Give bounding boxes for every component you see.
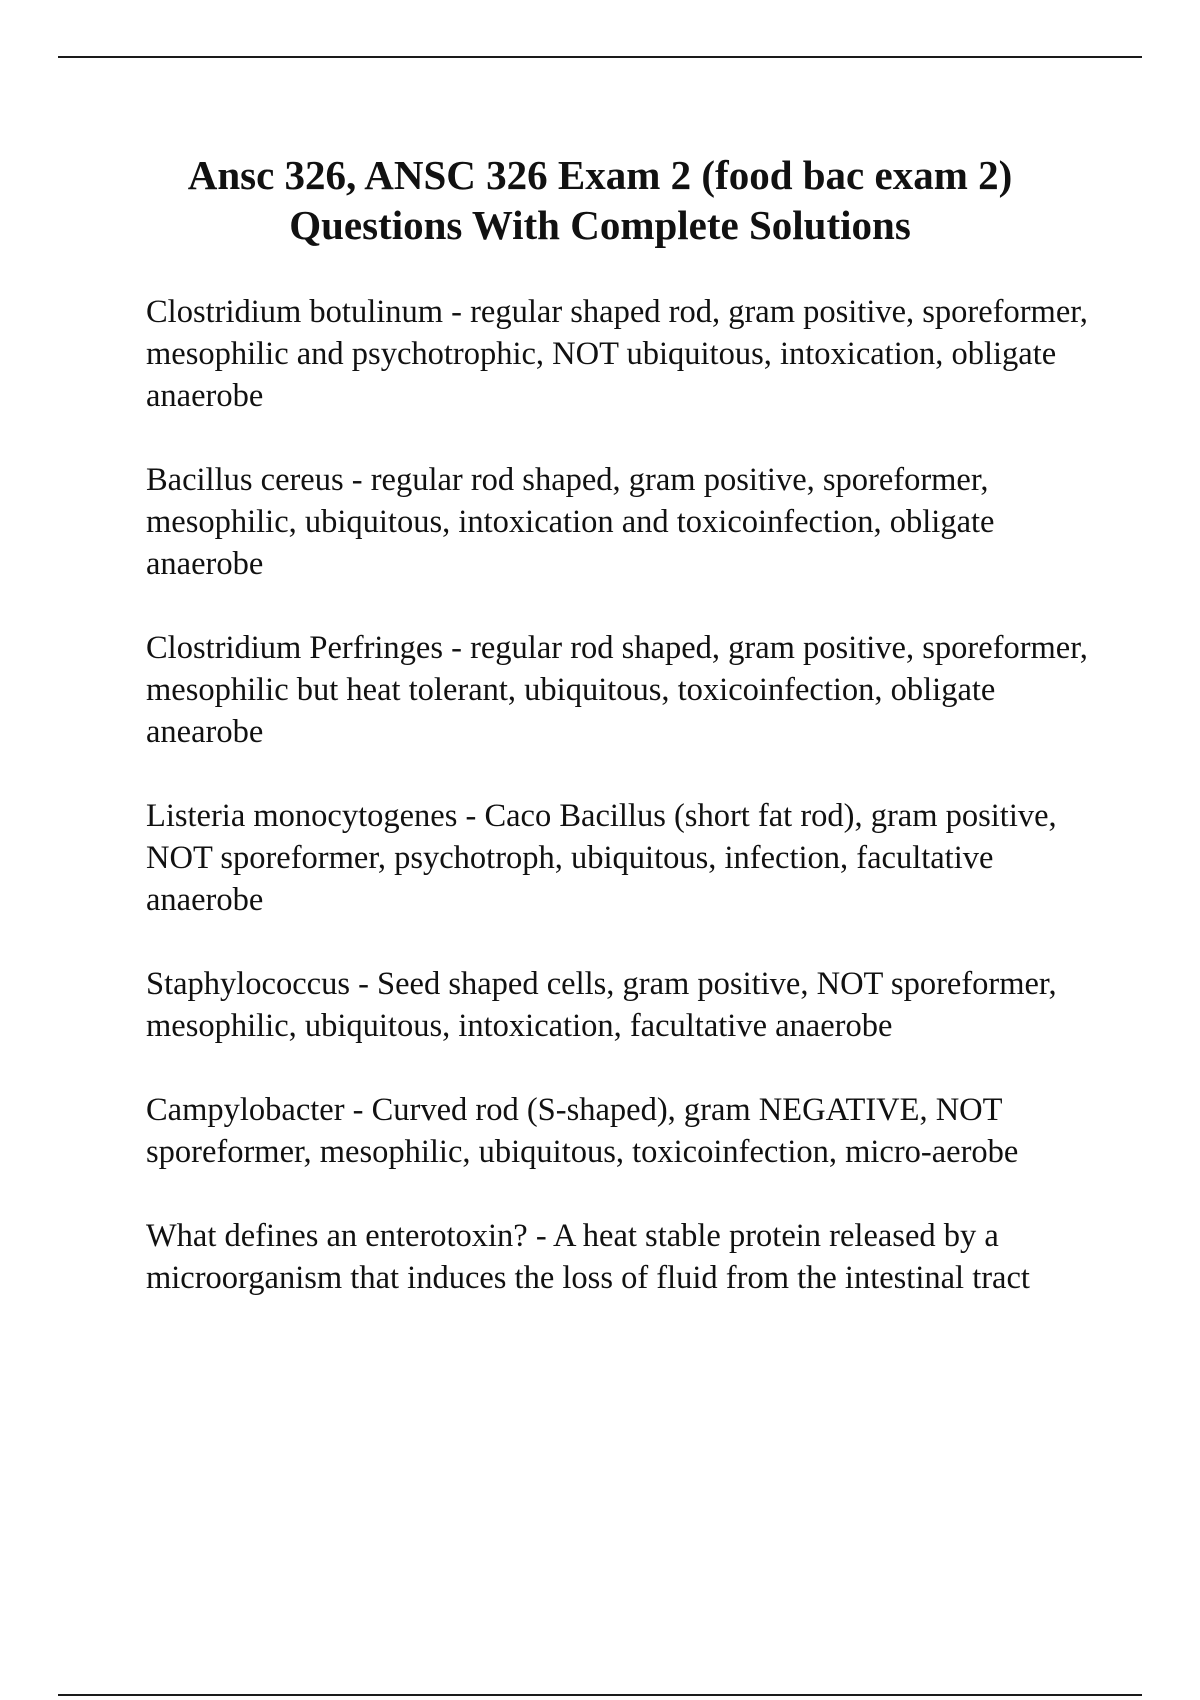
qa-entry-campylobacter: Campylobacter - Curved rod (S-shaped), gram NEGATIVE, NOT sporeformer, mesophilic, ubiquitous, toxicoinfection, micro-aerobe xyxy=(146,1092,1019,1170)
title-line-2: Questions With Complete Solutions xyxy=(289,202,911,248)
qa-entry-clostridium-botulinum: Clostridium botulinum - regular shaped rod, gram positive, sporeformer, mesophilic and psychotrophic, NOT ubiquitous, intoxication, obligate anaerobe xyxy=(146,294,1088,414)
qa-entry-clostridium-perfringes: Clostridium Perfringes - regular rod shaped, gram positive, sporeformer, mesophilic but heat tolerant, ubiquitous, toxicoinfection, obligate anearobe xyxy=(146,630,1088,750)
qa-entry-staphylococcus: Staphylococcus - Seed shaped cells, gram positive, NOT sporeformer, mesophilic, ubiquitous, intoxication, facultative anaerobe xyxy=(146,966,1057,1044)
qa-entry-listeria-monocytogenes: Listeria monocytogenes - Caco Bacillus (short fat rod), gram positive, NOT sporeformer, psychotroph, ubiquitous, infection, facultative anaerobe xyxy=(146,798,1057,918)
qa-entry-bacillus-cereus: Bacillus cereus - regular rod shaped, gram positive, sporeformer, mesophilic, ubiquitous, intoxication and toxicoinfection, obligate anaerobe xyxy=(146,462,995,582)
header-rule xyxy=(58,56,1142,58)
qa-entry-enterotoxin: What defines an enterotoxin? - A heat stable protein released by a microorganism that induces the loss of fluid from the intestinal tract xyxy=(146,1218,1030,1296)
title-line-1: Ansc 326, ANSC 326 Exam 2 (food bac exam 2) xyxy=(187,152,1013,198)
document-title xyxy=(100,150,1100,250)
footer-rule xyxy=(58,1694,1142,1696)
document-body xyxy=(146,291,1096,1341)
